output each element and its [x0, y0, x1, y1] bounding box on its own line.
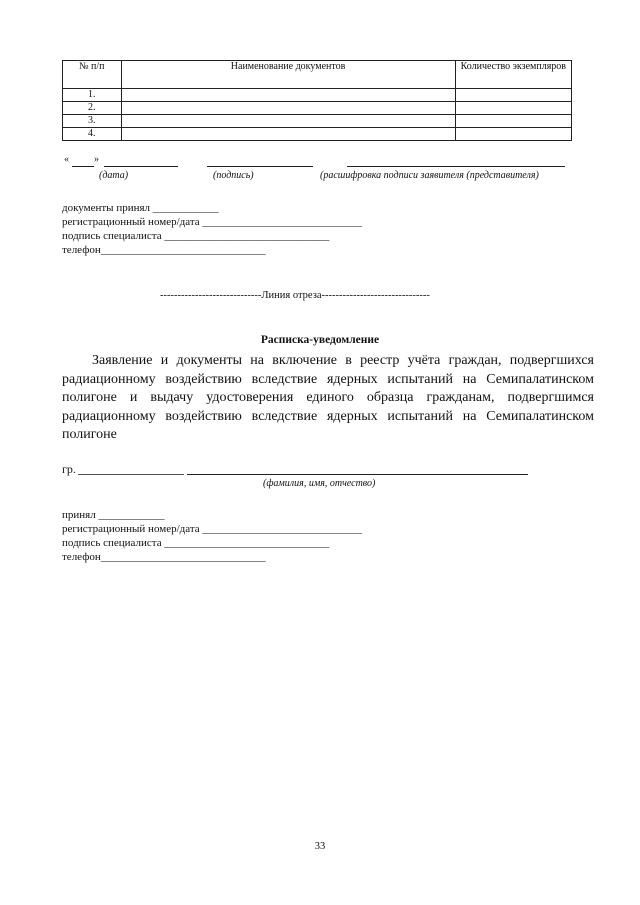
page-number: 33	[314, 841, 326, 852]
cut-line: -----------------------------Линия отреза-------------------------------	[160, 290, 430, 301]
signature-line	[207, 166, 313, 167]
row-number: 1.	[63, 89, 122, 102]
row-number: 2.	[63, 102, 122, 115]
col-header-count: Количество экземпляров	[455, 61, 571, 89]
receipt-title: Расписка-уведомление	[260, 334, 380, 346]
registration-number-line: регистрационный номер/дата _____________________________	[62, 216, 362, 228]
date-caption: (дата)	[99, 170, 129, 181]
signature-caption: (подпись)	[213, 170, 254, 181]
decode-line	[347, 166, 565, 167]
date-quote-close: »	[94, 154, 99, 165]
documents-table	[62, 60, 572, 141]
table-row	[63, 89, 572, 102]
date-day-line	[72, 166, 94, 167]
row-name-cell	[121, 89, 455, 102]
fio-line	[187, 474, 528, 475]
citizen-short-line	[78, 474, 184, 475]
fio-caption: (фамилия, имя, отчество)	[263, 478, 376, 489]
accepted-documents-line: документы принял ____________	[62, 202, 219, 214]
row-count-cell	[455, 102, 571, 115]
row-count-cell	[455, 115, 571, 128]
registration-number-line-2: регистрационный номер/дата _____________________________	[62, 523, 362, 535]
specialist-signature-line-2: подпись специалиста ______________________________	[62, 537, 330, 549]
row-count-cell	[455, 89, 571, 102]
accepted-line-2: принял ____________	[62, 509, 165, 521]
phone-line-2: телефон______________________________	[62, 551, 266, 563]
col-header-number: № п/п	[63, 61, 122, 89]
row-number: 4.	[63, 128, 122, 141]
row-count-cell	[455, 128, 571, 141]
decode-caption: (расшифровка подписи заявителя (представителя)	[320, 170, 539, 181]
row-number: 3.	[63, 115, 122, 128]
table-row	[63, 102, 572, 115]
table-row	[63, 128, 572, 141]
date-quote-open: «	[64, 154, 69, 165]
col-header-name: Наименование документов	[121, 61, 455, 89]
date-line	[104, 166, 178, 167]
phone-line: телефон______________________________	[62, 244, 266, 256]
table-row	[63, 115, 572, 128]
row-name-cell	[121, 115, 455, 128]
citizen-prefix: гр.	[62, 462, 76, 476]
specialist-signature-line: подпись специалиста ______________________________	[62, 230, 330, 242]
row-name-cell	[121, 102, 455, 115]
row-name-cell	[121, 128, 455, 141]
receipt-text: Заявление и документы на включение в реестр учёта граждан, подвергшихся радиационному воздействию вследствие ядерных испытаний на Семипалатинском полигоне и выдачу удостоверения единого образца гражданам, подвергшимся радиационному воздействию вследствие ядерных испытаний на Семипалатинском полигоне	[62, 353, 594, 442]
